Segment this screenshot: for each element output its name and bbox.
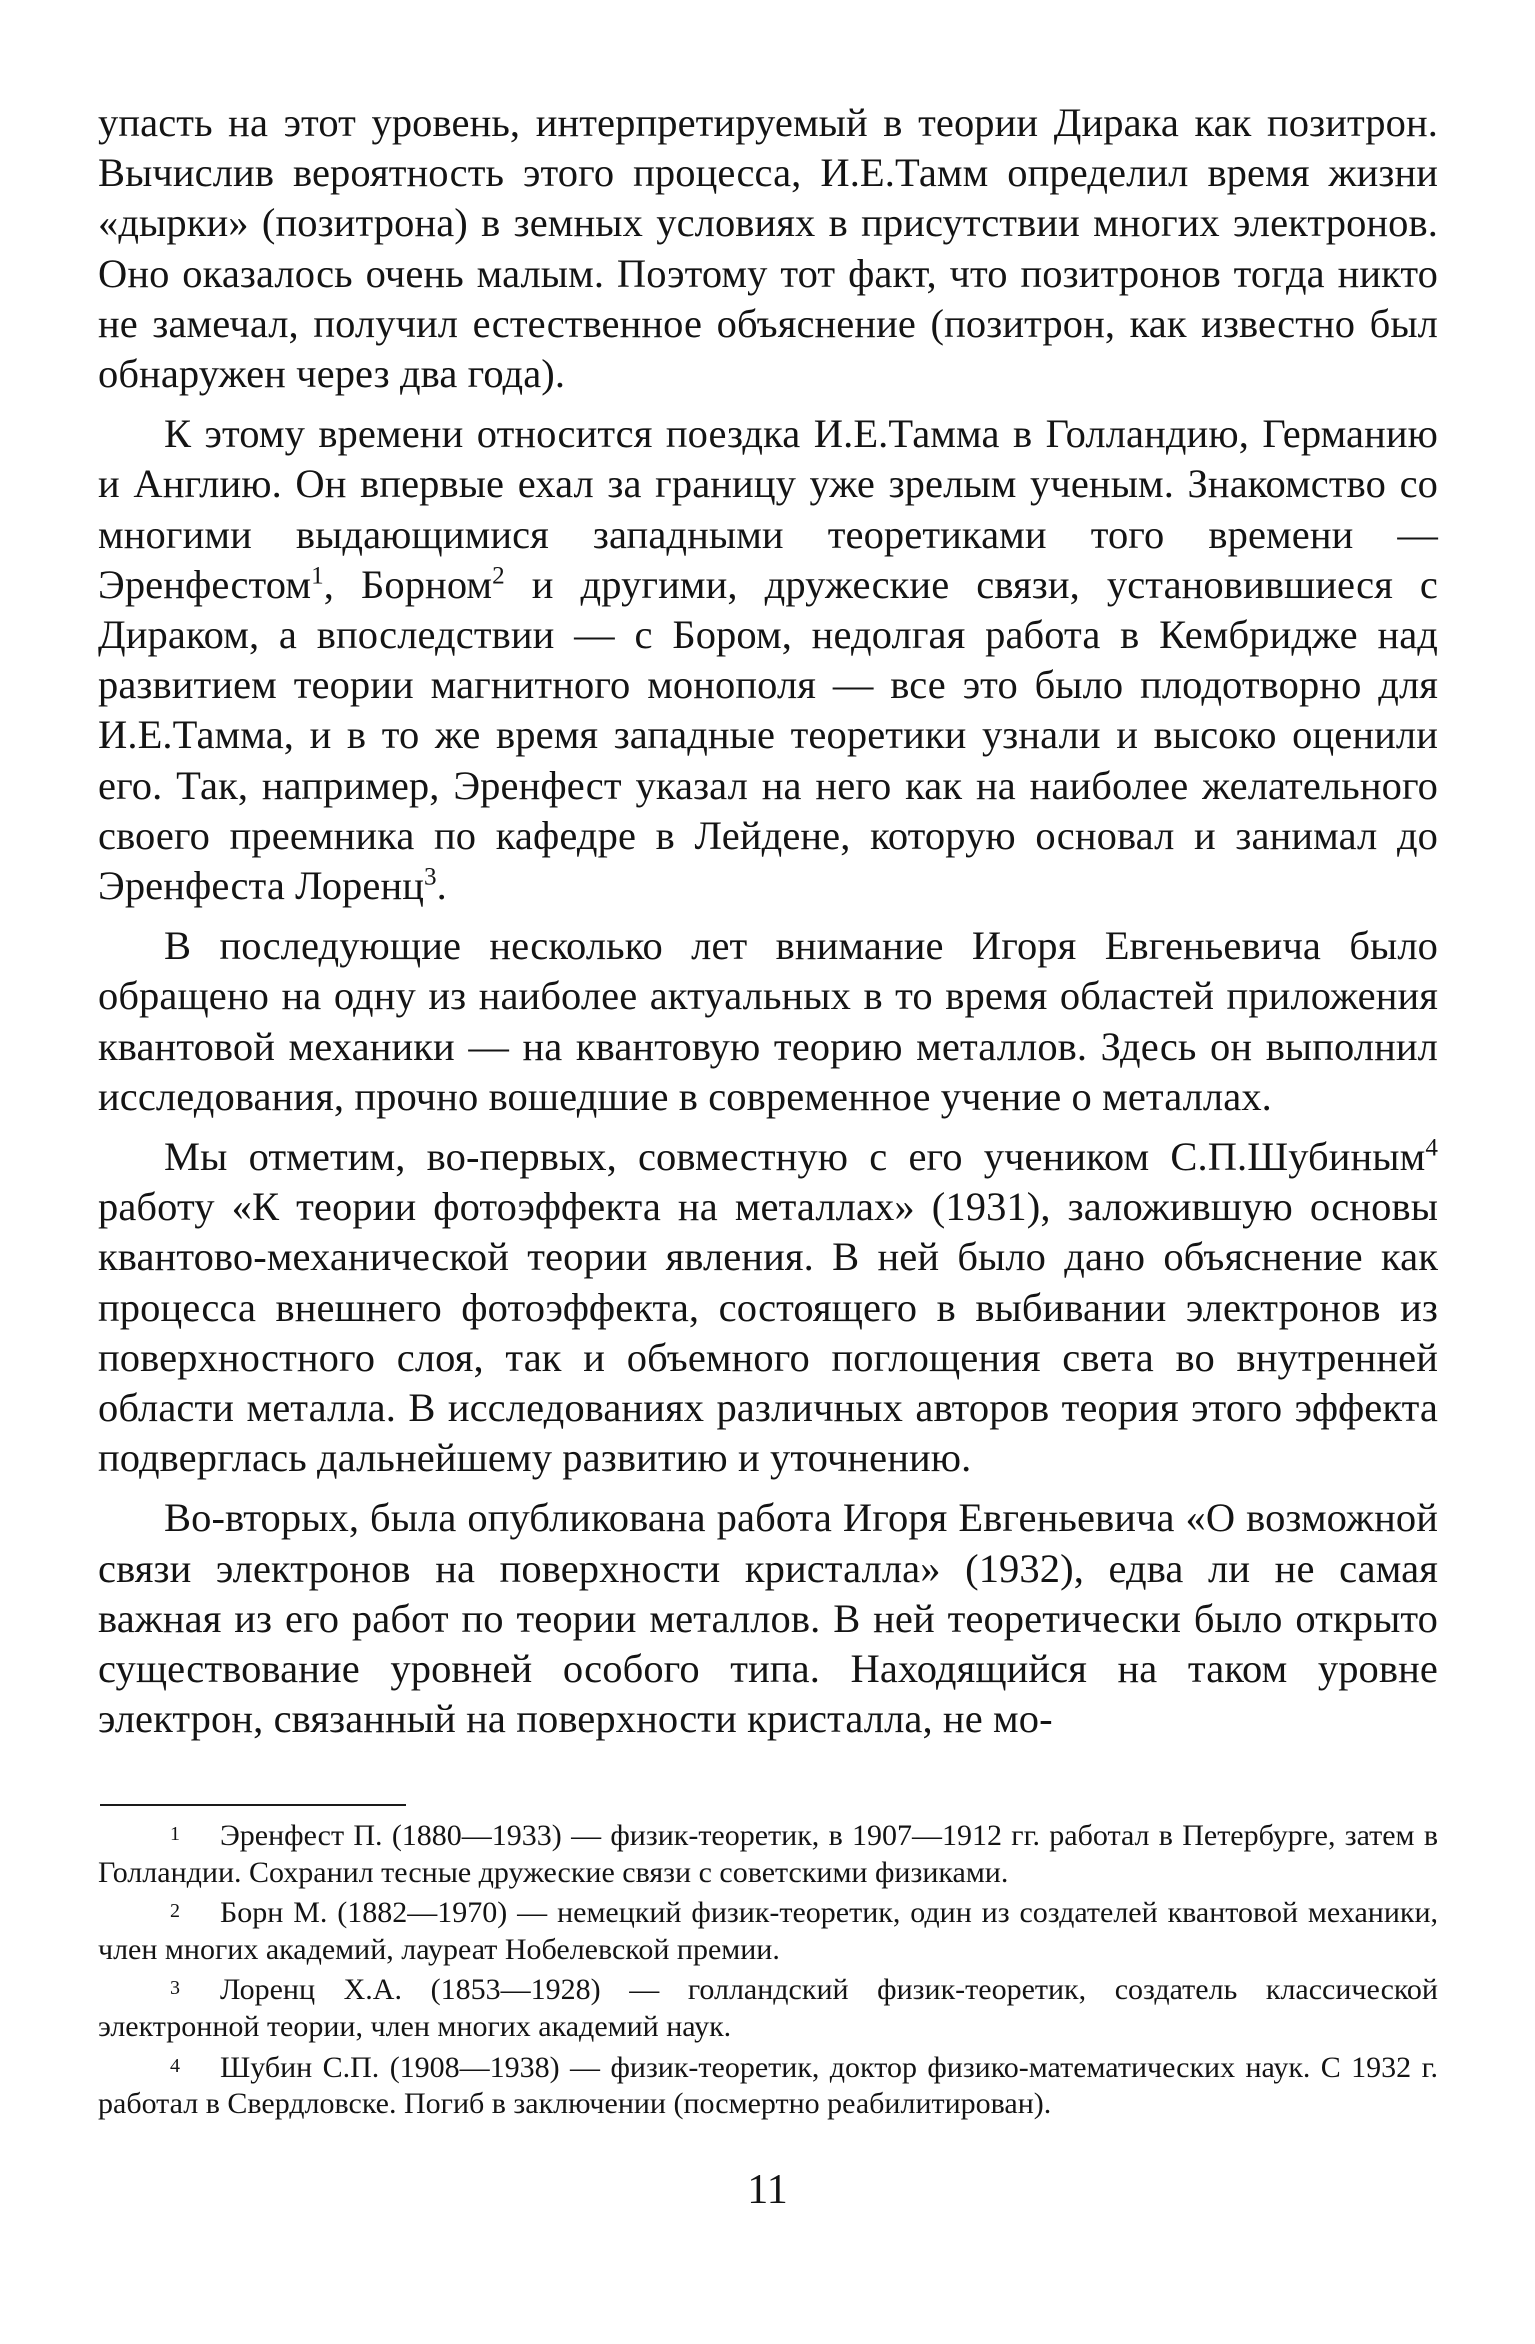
text-run: К этому времени относится поездка И.Е.Тамма в Голландию, Германию и Англию. Он впервые ехал за границу уже зрелым ученым. Знакомство со многими выдающимися западными теоретиками того времени — Эренфестом <box>98 411 1438 607</box>
footnote-text: Лоренц Х.А. (1853—1928) — голландский физик-теоретик, создатель классической электронной теории, член многих академий наук. <box>98 1973 1438 2043</box>
footnote-text: Борн М. (1882—1970) — немецкий физик-теоретик, один из создателей квантовой механики, член многих академий, лауреат Нобелевской премии. <box>98 1896 1438 1966</box>
footnote-ref: 2 <box>492 562 505 590</box>
text-run: работу «К теории фотоэффекта на металлах» (1931), заложившую основы квантово-механической теории явления. В ней было дано объяснение как процесса внешнего фотоэффекта, состоящего в выбивании электронов из поверхностного слоя, так и объемного поглощения света во внутренней области металла. В исследованиях различных авторов теория этого эффекта подверглась дальнейшему развитию и уточнению. <box>98 1184 1438 1481</box>
page-number: 11 <box>747 2167 788 2213</box>
text-run: . <box>436 863 447 909</box>
text-run: , Борном <box>323 561 493 607</box>
footnote-ref: 3 <box>424 863 437 891</box>
footnotes <box>98 1818 1438 2127</box>
footnote-number: 4 <box>170 2054 180 2077</box>
main-text <box>98 98 1438 1755</box>
footnote-ref: 4 <box>1425 1134 1438 1162</box>
text-run: Во-вторых, была опубликована работа Игоря Евгеньевича «О возможной связи электронов на поверхности кристалла» (1932), едва ли не самая важная из его работ по теории металлов. В ней теоретически было открыто существование уровней особого типа. Находящийся на таком уровне электрон, связанный на поверхности кристалла, не мо- <box>98 1495 1438 1742</box>
footnote-text: Эренфест П. (1880—1933) — физик-теоретик, в 1907—1912 гг. работал в Петербурге, затем в Голландии. Сохранил тесные дружеские связи с советскими физиками. <box>98 1819 1438 1889</box>
paragraph-1 <box>98 98 1438 399</box>
paragraph-3 <box>98 921 1438 1122</box>
text-run: Мы отметим, во-первых, совместную с его учеником С.П.Шубиным <box>164 1134 1426 1180</box>
footnote-number: 1 <box>170 1823 180 1845</box>
paragraph-4 <box>98 1132 1438 1483</box>
footnote-2 <box>98 1895 1438 1968</box>
footnote-number: 3 <box>170 1977 180 2000</box>
paragraph-2 <box>98 409 1438 911</box>
text-run: В последующие несколько лет внимание Игоря Евгеньевича было обращено на одну из наиболее актуальных в то время областей приложения квантовой механики — на квантовую теорию металлов. Здесь он выполнил исследования, прочно вошедшие в современное учение о металлах. <box>98 923 1438 1119</box>
footnote-number: 2 <box>170 1900 180 1923</box>
text-run: и другими, дружеские связи, установившиеся с Дираком, а впоследствии — с Бором, недолгая работа в Кембридже над развитием теории магнитного монополя — все это было плодотворно для И.Е.Тамма, и в то же время западные теоретики узнали и высоко оценили его. Так, например, Эренфест указал на него как на наиболее желательного своего преемника по кафедре в Лейдене, которую основал и занимал до Эренфеста Лоренц <box>98 561 1438 909</box>
footnote-3 <box>98 1972 1438 2045</box>
paragraph-5 <box>98 1493 1438 1744</box>
footnote-text: Шубин С.П. (1908—1938) — физик-теоретик, доктор физико-математических наук. С 1932 г. работал в Свердловске. Погиб в заключении (посмертно реабилитирован). <box>98 2050 1438 2121</box>
footnote-ref: 1 <box>311 562 324 590</box>
footnote-divider <box>100 1804 406 1806</box>
text-run: упасть на этот уровень, интерпретируемый в теории Дирака как позитрон. Вычислив вероятность этого процесса, И.Е.Тамм определил время жизни «дырки» (позитрона) в земных условиях в присутствии многих электронов. Оно оказалось очень малым. Поэтому тот факт, что позитронов тогда никто не замечал, получил естественное объяснение (позитрон, как известно был обнаружен через два года). <box>98 100 1438 397</box>
footnote-4 <box>98 2050 1438 2123</box>
footnote-1 <box>98 1818 1438 1891</box>
